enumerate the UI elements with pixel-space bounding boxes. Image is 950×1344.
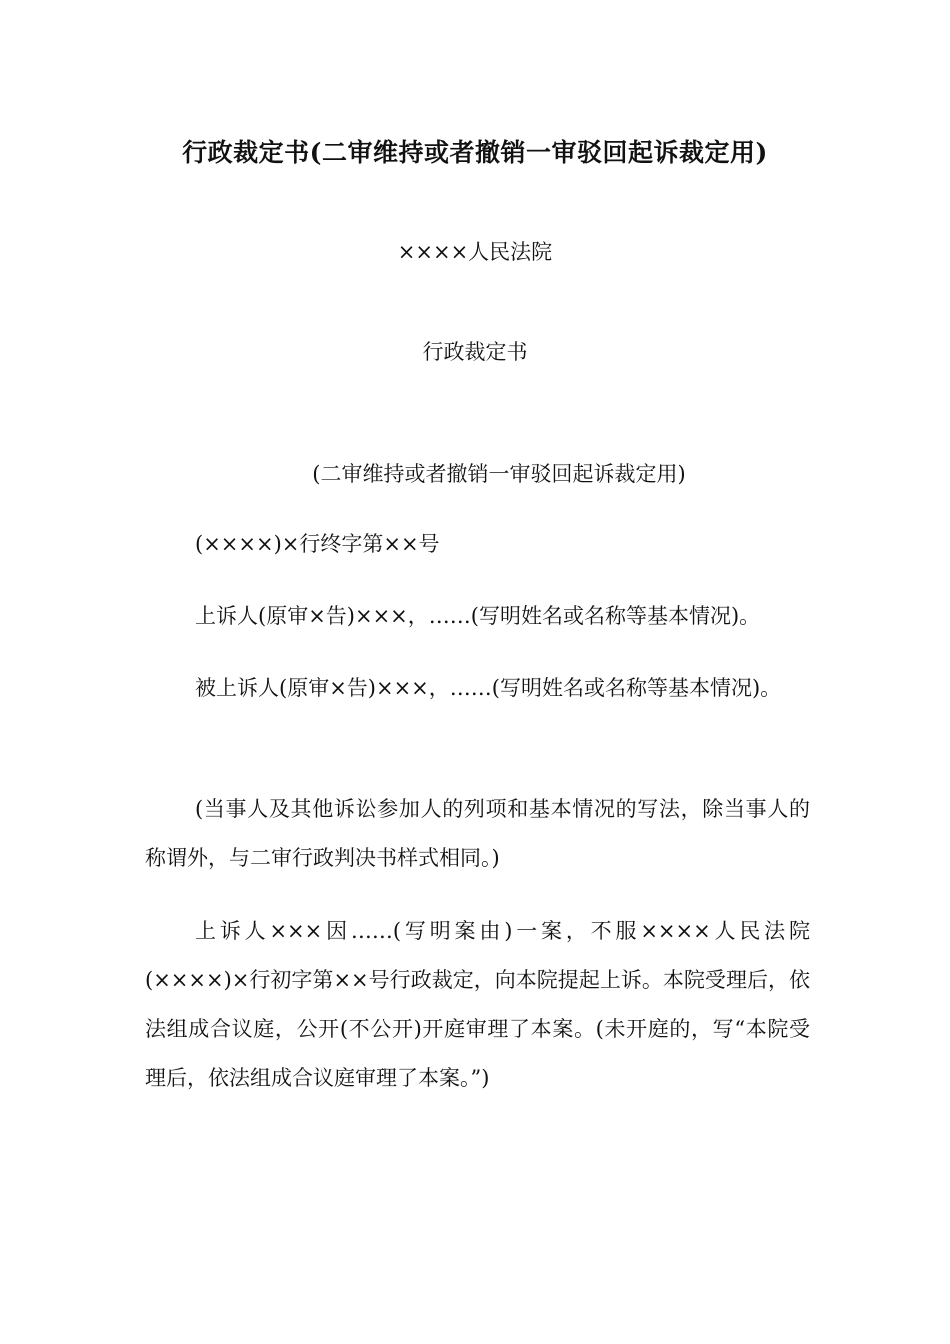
court-name: ××××人民法院: [397, 240, 553, 264]
appellee-paragraph: 被上诉人(原审×告)×××，……(写明姓名或名称等基本情况)。: [195, 676, 782, 700]
body-paragraph: 上诉人×××因……(写明案由)一案，不服××××人民法院(××××)×行初字第××号行政裁定，向本院提起上诉。本院受理后，依法组成合议庭，公开(不公开)开庭审理了本案。(未开庭的，写“本院受理后，依法组成合议庭审理了本案。”): [145, 919, 810, 1090]
party-note-paragraph: (当事人及其他诉讼参加人的列项和基本情况的写法，除当事人的称谓外，与二审行政判决书样式相同。): [145, 797, 810, 870]
usage-note: (二审维持或者撤销一审驳回起诉裁定用): [312, 462, 686, 486]
document-title: 行政裁定书(二审维持或者撤销一审驳回起诉裁定用): [182, 138, 768, 167]
appellant-paragraph: 上诉人(原审×告)×××，……(写明姓名或名称等基本情况)。: [195, 604, 761, 628]
document-subtitle: 行政裁定书: [422, 340, 528, 364]
case-number: (××××)×行终字第××号: [195, 532, 440, 556]
